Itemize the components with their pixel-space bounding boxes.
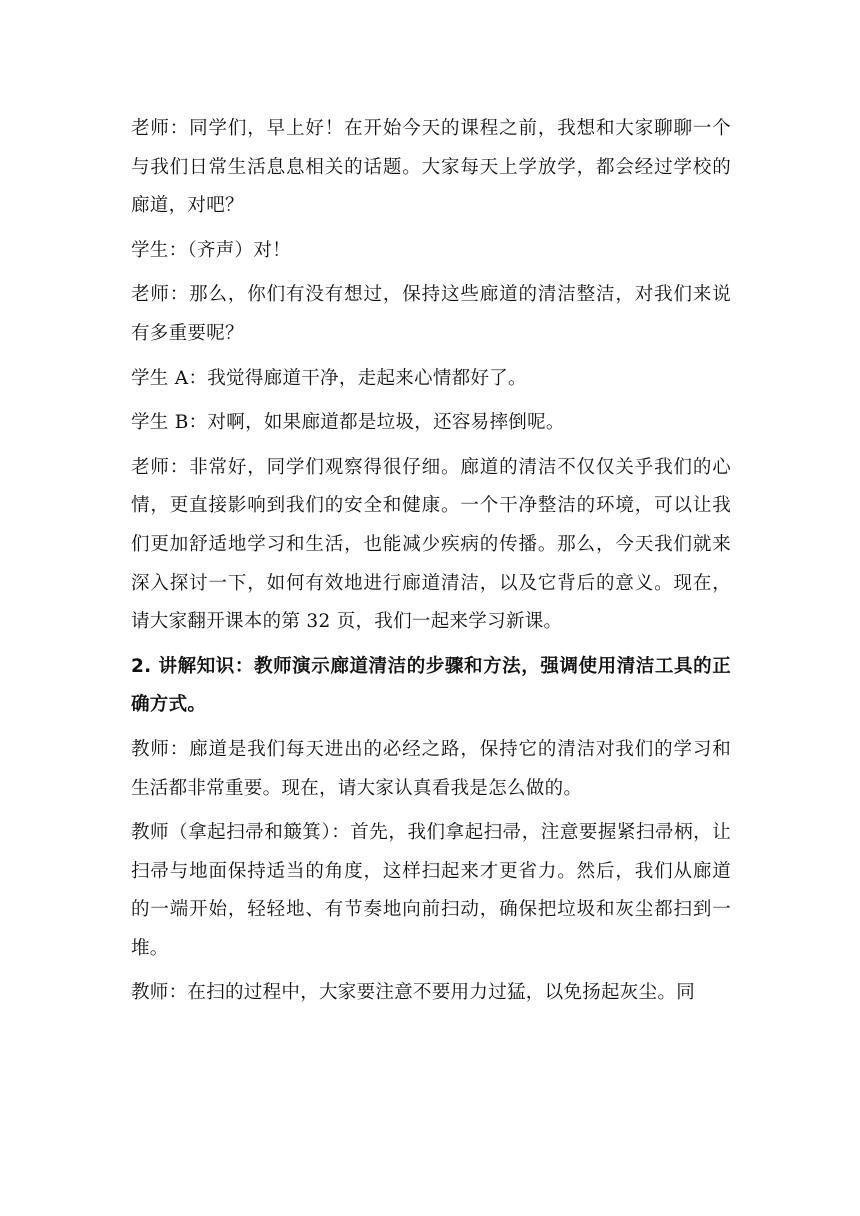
paragraph-teacher-greeting: 老师：同学们，早上好！在开始今天的课程之前，我想和大家聊聊一个与我们日常生活息息相关的话题。大家每天上学放学，都会经过学校的廊道，对吧？ xyxy=(131,118,731,217)
paragraph-teacher-explain: 教师：廊道是我们每天进出的必经之路，保持它的清洁对我们的学习和生活都非常重要。现在，请大家认真看我是怎么做的。 xyxy=(131,738,731,799)
paragraph-students-reply: 学生：（齐声）对！ xyxy=(131,239,291,261)
paragraph-teacher-demo: 教师（拿起扫帚和簸箕）：首先，我们拿起扫帚，注意要握紧扫帚柄，让扫帚与地面保持适当的角度，这样扫起来才更省力。然后，我们从廊道的一端开始，轻轻地、有节奏地向前扫动，确保把垃圾和灰尘都扫到一堆。 xyxy=(131,822,731,959)
paragraph-teacher-caution: 教师：在扫的过程中，大家要注意不要用力过猛，以免扬起灰尘。同 xyxy=(131,982,696,1004)
paragraph-teacher-question: 老师：那么，你们有没有想过，保持这些廊道的清洁整洁，对我们来说有多重要呢？ xyxy=(131,284,731,344)
paragraph-teacher-intro: 老师：非常好，同学们观察得很仔细。廊道的清洁不仅仅关乎我们的心情，更直接影响到我们的安全和健康。一个干净整洁的环境，可以让我们更加舒适地学习和生活，也能减少疾病的传播。那么，今天我们就来深入探讨一下，如何有效地进行廊道清洁，以及它背后的意义。现在，请大家翻开课本的第 32 页，我们一起来学习新课。 xyxy=(131,456,731,633)
paragraph-student-b: 学生 B：对啊，如果廊道都是垃圾，还容易摔倒呢。 xyxy=(131,412,565,434)
section-heading: 2. 讲解知识：教师演示廊道清洁的步骤和方法，强调使用清洁工具的正确方式。 xyxy=(131,655,731,716)
paragraph-student-a: 学生 A：我觉得廊道干净，走起来心情都好了。 xyxy=(131,367,527,389)
document-page xyxy=(131,110,731,1013)
